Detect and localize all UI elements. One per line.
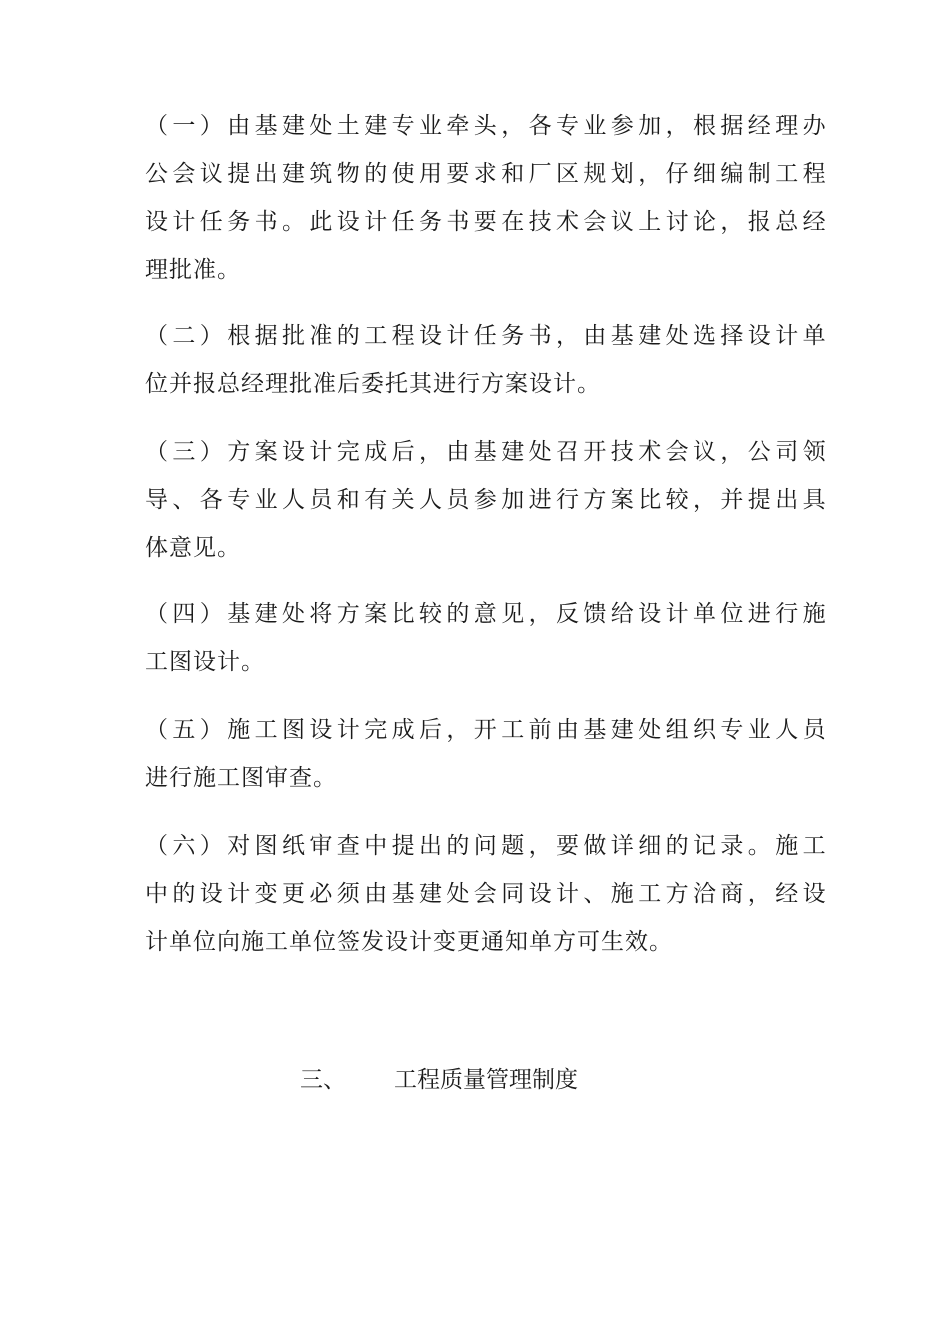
paragraph-line: （五）施工图设计完成后，开工前由基建处组织专业人员 [145, 717, 830, 743]
paragraph-4 [145, 590, 830, 686]
section-title: 工程质量管理制度 [394, 1067, 578, 1093]
paragraph-3 [145, 428, 830, 572]
paragraph-line: （三）方案设计完成后，由基建处召开技术会议，公司领 [145, 439, 830, 465]
paragraph-line: 计单位向施工单位签发设计变更通知单方可生效。 [145, 929, 673, 955]
paragraph-line: 位并报总经理批准后委托其进行方案设计。 [145, 371, 601, 397]
paragraph-line: （一）由基建处土建专业牵头，各专业参加，根据经理办 [145, 113, 830, 139]
paragraph-line: （四）基建处将方案比较的意见，反馈给设计单位进行施 [145, 601, 830, 627]
paragraph-line: 进行施工图审查。 [145, 765, 337, 791]
paragraph-1 [145, 102, 830, 294]
paragraph-line: 公会议提出建筑物的使用要求和厂区规划，仔细编制工程 [145, 161, 830, 187]
paragraph-line: 工图设计。 [145, 649, 265, 675]
section-number: 三、 [300, 1067, 346, 1093]
section-heading [300, 1060, 578, 1100]
paragraph-line: 导、各专业人员和有关人员参加进行方案比较，并提出具 [145, 487, 830, 513]
paragraph-line: 理批准。 [145, 257, 241, 283]
paragraph-6 [145, 822, 830, 966]
paragraph-line: 体意见。 [145, 535, 241, 561]
paragraph-line: （六）对图纸审查中提出的问题，要做详细的记录。施工 [145, 833, 830, 859]
paragraph-5 [145, 706, 830, 802]
paragraph-line: 设计任务书。此设计任务书要在技术会议上讨论，报总经 [145, 209, 830, 235]
paragraph-2 [145, 312, 830, 408]
paragraph-line: （二）根据批准的工程设计任务书，由基建处选择设计单 [145, 323, 830, 349]
paragraph-line: 中的设计变更必须由基建处会同设计、施工方洽商，经设 [145, 881, 830, 907]
